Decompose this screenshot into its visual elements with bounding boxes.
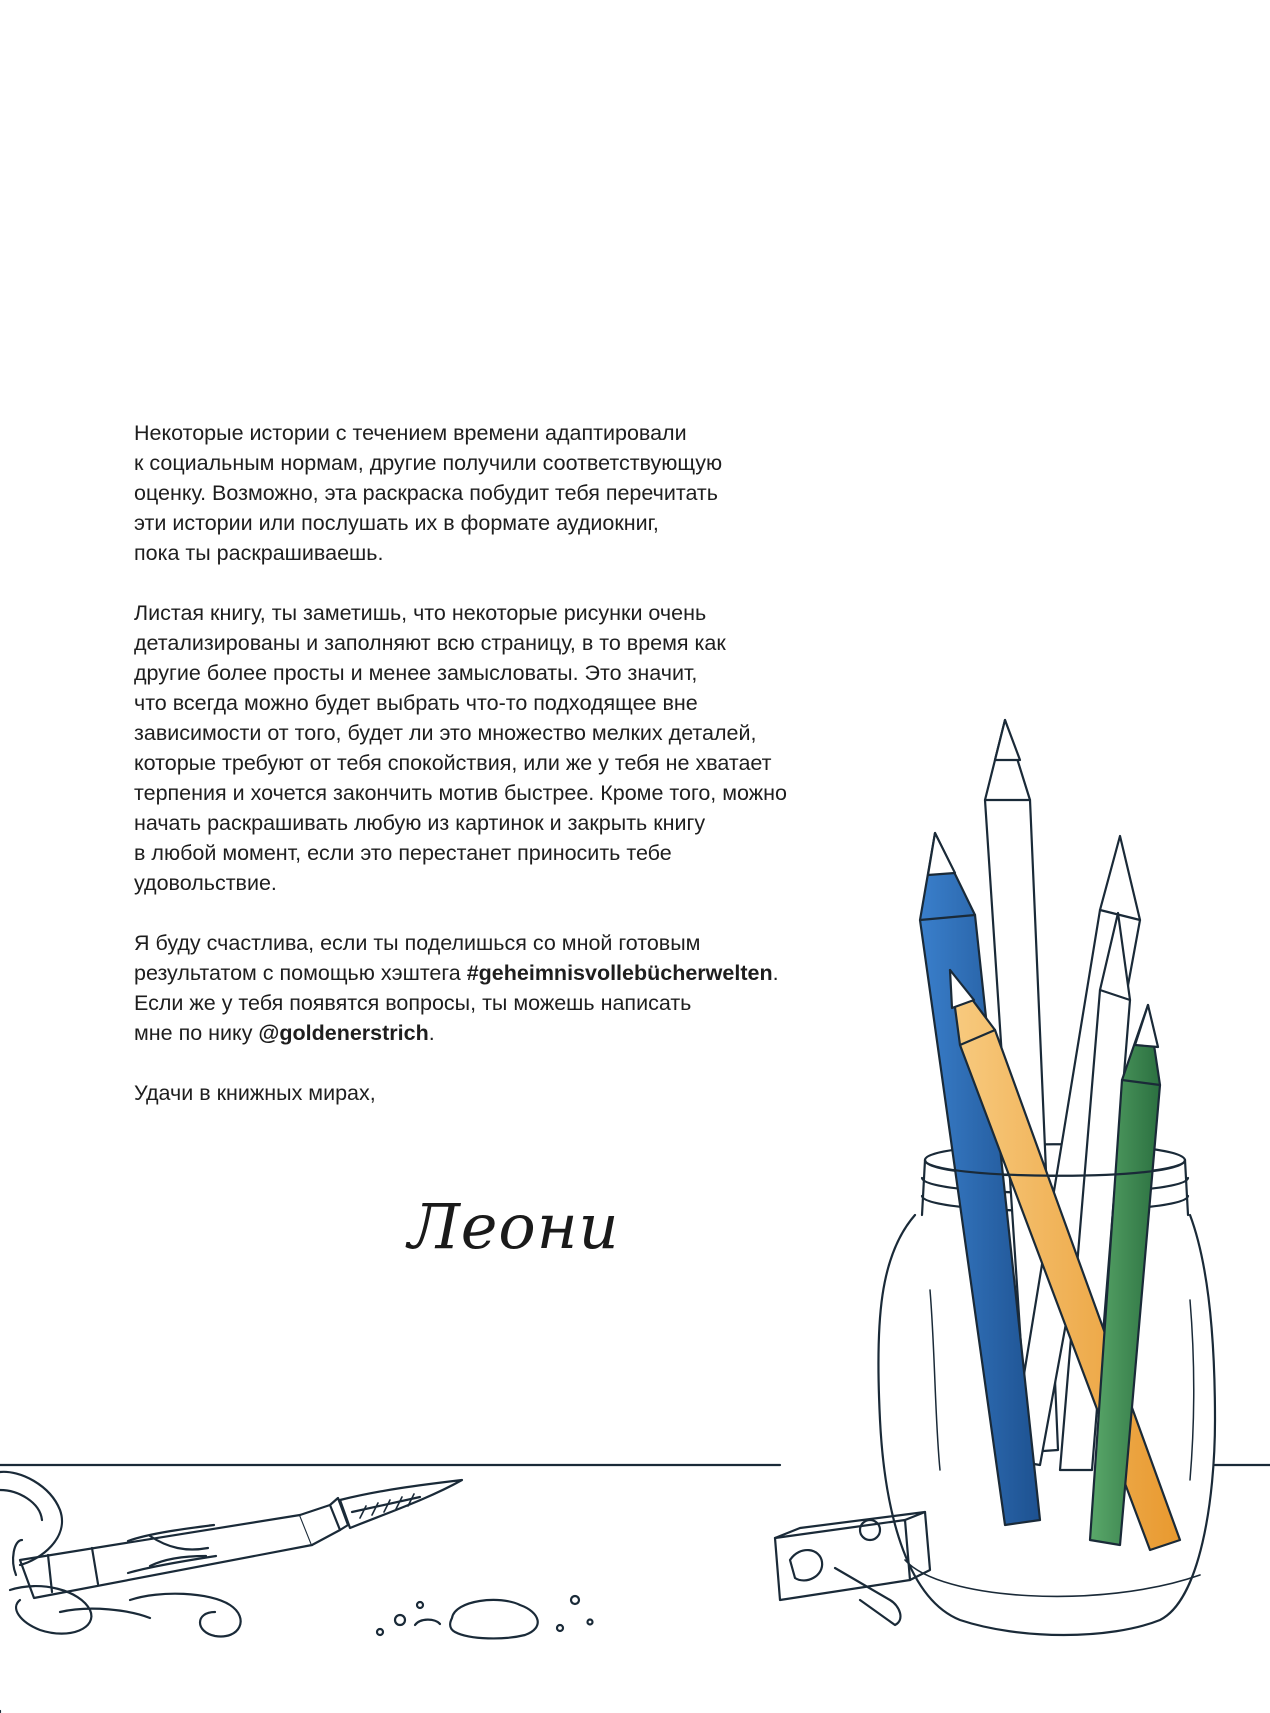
text-line: которые требуют от тебя спокойствия, или же у тебя не хватает <box>134 751 772 775</box>
text-line: терпения и хочется закончить мотив быстрее. Кроме того, можно <box>134 781 787 805</box>
white-pencil-right-2 <box>1060 913 1130 1470</box>
text-line: Удачи в книжных мирах, <box>134 1081 376 1105</box>
text-line: оценку. Возможно, эта раскраска побудит тебя перечитать <box>134 481 718 505</box>
white-pencil-tall <box>985 720 1058 1452</box>
text-fragment: результатом с помощью хэштега <box>134 961 467 985</box>
text-line: удовольствие. <box>134 871 277 895</box>
pencil-sharpener <box>775 1512 930 1625</box>
text-line: пока ты раскрашиваешь. <box>134 541 384 565</box>
text-line: Некоторые истории с течением времени адаптировали <box>134 421 687 445</box>
text-line: что всегда можно будет выбрать что-то подходящее вне <box>134 691 698 715</box>
text-line: зависимости от того, будет ли это множество мелких деталей, <box>134 721 757 745</box>
text-line: Листая книгу, ты заметишь, что некоторые рисунки очень <box>134 601 707 625</box>
text-line: к социальным нормам, другие получили соответствующую <box>134 451 723 475</box>
text-line: Я буду счастлива, если ты поделишься со мной готовым <box>134 931 701 955</box>
text-fragment: мне по нику <box>134 1021 259 1045</box>
text-line: эти истории или послушать их в формате аудиокниг, <box>134 511 659 535</box>
paragraph-3 <box>134 928 854 1048</box>
text-line <box>134 958 854 988</box>
glass-jar <box>878 1144 1215 1635</box>
paragraph-4 <box>134 1078 854 1108</box>
orange-pencil <box>950 970 1180 1550</box>
body-text <box>134 418 854 1138</box>
green-pencil <box>1090 1005 1160 1545</box>
swirl-ornament <box>0 1472 241 1637</box>
paragraph-1 <box>134 418 854 568</box>
text-line: в любой момент, если это перестанет приносить тебе <box>134 841 672 865</box>
jar-rim-front <box>925 1160 1185 1176</box>
text-fragment: . <box>428 1021 435 1045</box>
ink-splash <box>377 1596 593 1638</box>
white-pencil-right <box>1010 836 1140 1465</box>
nickname: @goldenerstrich <box>258 1021 429 1045</box>
signature: Леони <box>408 1190 620 1263</box>
fountain-pen <box>13 1480 462 1598</box>
text-line: начать раскрашивать любую из картинок и закрыть книгу <box>134 811 706 835</box>
text-line: детализированы и заполняют всю страницу, в то время как <box>134 631 726 655</box>
text-fragment: . <box>772 961 779 985</box>
text-line: Если же у тебя появятся вопросы, ты можешь написать <box>134 991 692 1015</box>
hashtag: #geheimnisvollebücherwelten <box>466 961 773 985</box>
text-line: другие более просты и менее замысловаты. Это значит, <box>134 661 698 685</box>
text-line <box>134 1018 854 1048</box>
blue-pencil <box>920 833 1040 1525</box>
paragraph-2 <box>134 598 854 898</box>
